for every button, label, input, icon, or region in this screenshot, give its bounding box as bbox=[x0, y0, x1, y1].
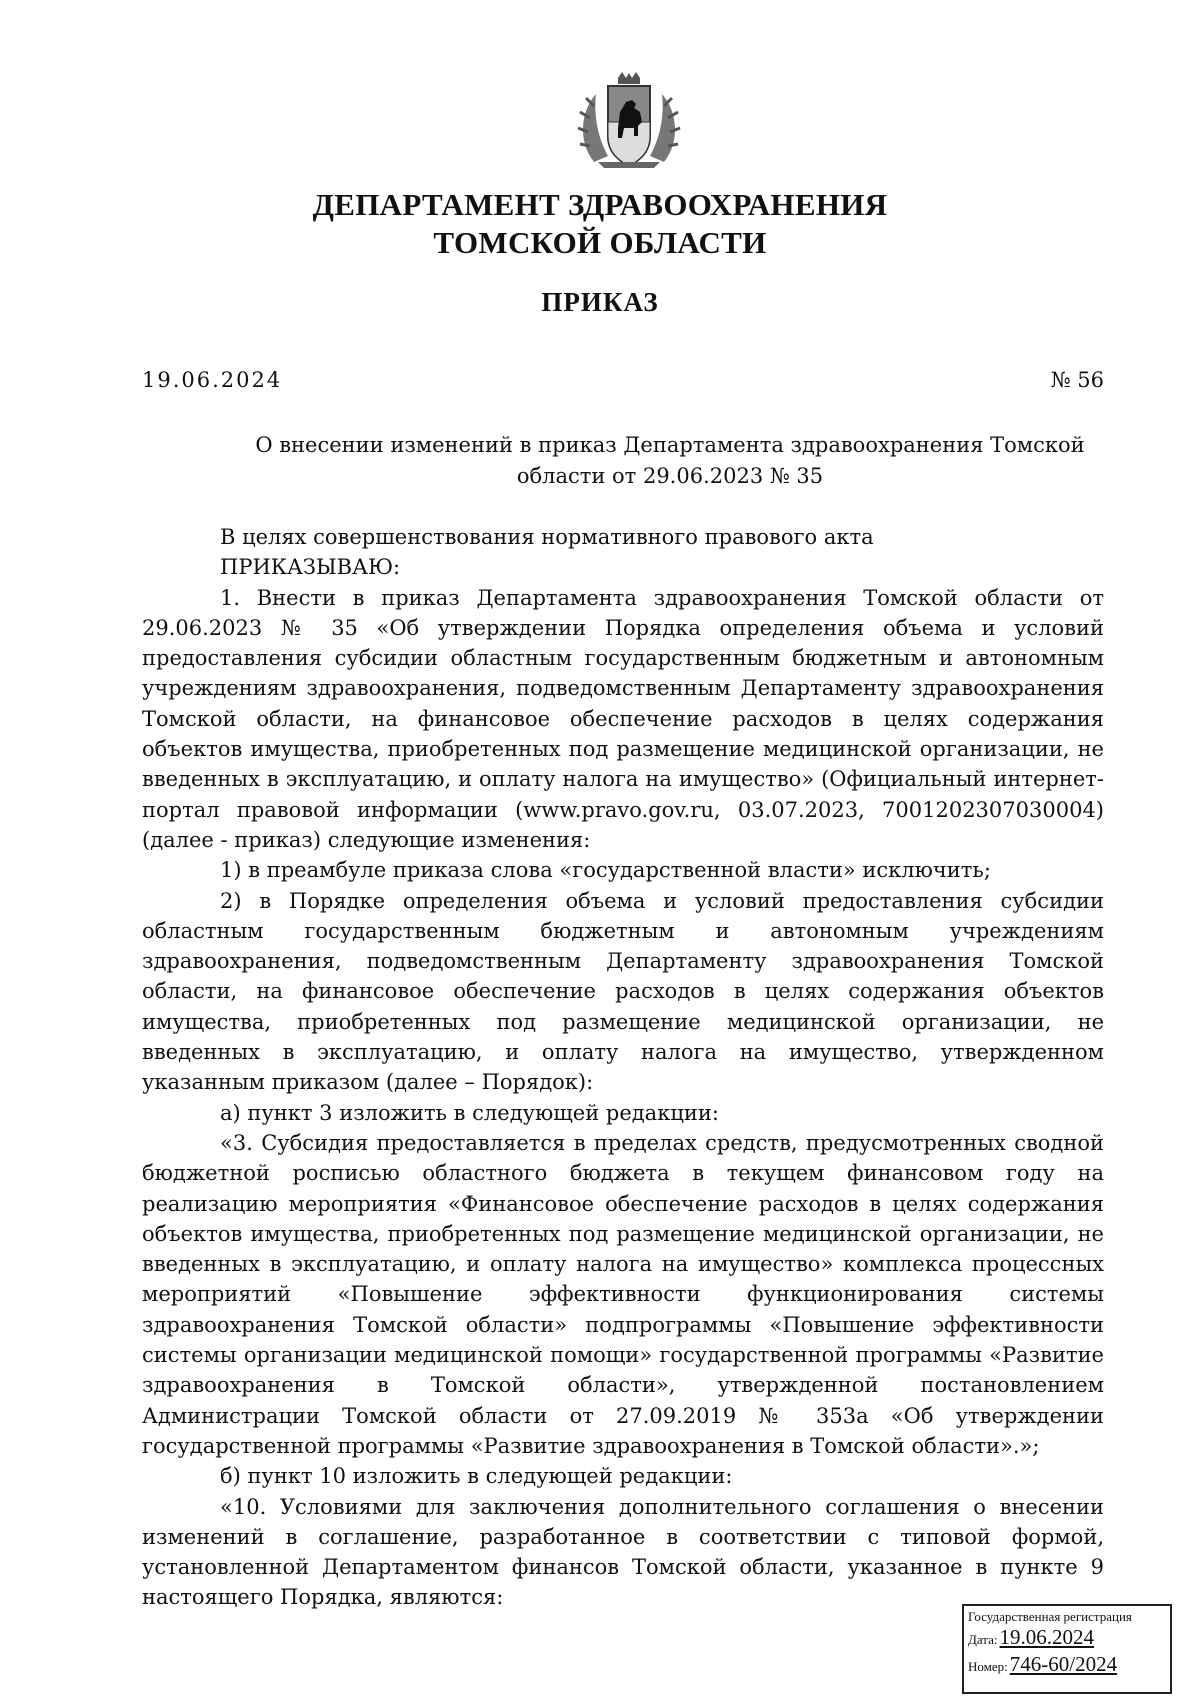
order-body bbox=[142, 522, 1104, 1613]
coat-of-arms-icon bbox=[574, 72, 684, 172]
registration-number-value: 746-60/2024 bbox=[1009, 1652, 1118, 1676]
department-name-line2: ТОМСКОЙ ОБЛАСТИ bbox=[433, 225, 767, 260]
registration-stamp-title: Государственная регистрация bbox=[968, 1609, 1132, 1624]
order-number: № 56 bbox=[1050, 368, 1104, 392]
registration-number-label: Номер: bbox=[968, 1659, 1008, 1674]
body-paragraph: 1. Внести в приказ Департамента здравоохранения Томской области от 29.06.2023 № 35 «Об утверждении Порядка определения объема и условий предоставления субсидии областным государственным бюджетным и автономным учреждениям здравоохранения, подведомственным Департаменту здравоохранения Томской области, на финансовое обеспечение расходов в целях содержания объектов имущества, приобретенных под размещение медицинской организации, не введенных в эксплуатацию, и оплату налога на имущество» (Официальный интернет-портал правовой информации (www.pravo.gov.ru, 03.07.2023, 7001202307030004) (далее - приказ) следующие изменения: bbox=[142, 585, 1104, 852]
body-paragraph: 1) в преамбуле приказа слова «государственной власти» исключить; bbox=[220, 858, 991, 883]
registration-date-value: 19.06.2024 bbox=[999, 1625, 1095, 1649]
registration-date-row bbox=[968, 1625, 1166, 1652]
order-directive: ПРИКАЗЫВАЮ: bbox=[220, 555, 401, 580]
body-paragraph: «10. Условиями для заключения дополнительного соглашения о внесении изменений в соглашение, разработанное в соответствии с типовой формой, установленной Департаментом финансов Томской области, указанное в пункте 9 настоящего Порядка, являются: bbox=[142, 1494, 1104, 1610]
preamble-paragraph: В целях совершенствования нормативного правового акта bbox=[220, 525, 874, 549]
registration-date-label: Дата: bbox=[968, 1632, 998, 1647]
order-date: 19.06.2024 bbox=[142, 368, 283, 392]
order-subject: О внесении изменений в приказ Департамента здравоохранения Томской области от 29.06.2023 № 35 bbox=[255, 433, 1085, 488]
registration-stamp bbox=[962, 1604, 1172, 1694]
registration-number-row bbox=[968, 1652, 1166, 1679]
body-paragraph: «3. Субсидия предоставляется в пределах средств, предусмотренных сводной бюджетной росписью областного бюджета в текущем финансовом году на реализацию мероприятия «Финансовое обеспечение расходов в целях содержания объектов имущества, приобретенных под размещение медицинской организации, не введенных в эксплуатацию, и оплату налога на имущество» комплекса процессных мероприятий «Повышение эффективности функционирования системы здравоохранения Томской области» подпрограммы «Повышение эффективности системы организации медицинской помощи» государственной программы «Развитие здравоохранения в Томской области», утвержденной постановлением Администрации Томской области от 27.09.2019 № 353а «Об утверждении государственной программы «Развитие здравоохранения в Томской области».»; bbox=[142, 1130, 1104, 1458]
body-paragraph: 2) в Порядке определения объема и условий предоставления субсидии областным государственным бюджетным и автономным учреждениям здравоохранения, подведомственным Департаменту здравоохранения Томской области, на финансовое обеспечение расходов в целях содержания объектов имущества, приобретенных под размещение медицинской организации, не введенных в эксплуатацию, и оплату налога на имущество, утвержденном указанным приказом (далее – Порядок): bbox=[142, 888, 1104, 1095]
body-paragraph: а) пункт 3 изложить в следующей редакции: bbox=[220, 1100, 719, 1125]
body-paragraph: б) пункт 10 изложить в следующей редакции: bbox=[220, 1464, 733, 1489]
document-type-title: ПРИКАЗ bbox=[541, 287, 659, 317]
department-name-line1: ДЕПАРТАМЕНТ ЗДРАВООХРАНЕНИЯ bbox=[312, 187, 888, 222]
